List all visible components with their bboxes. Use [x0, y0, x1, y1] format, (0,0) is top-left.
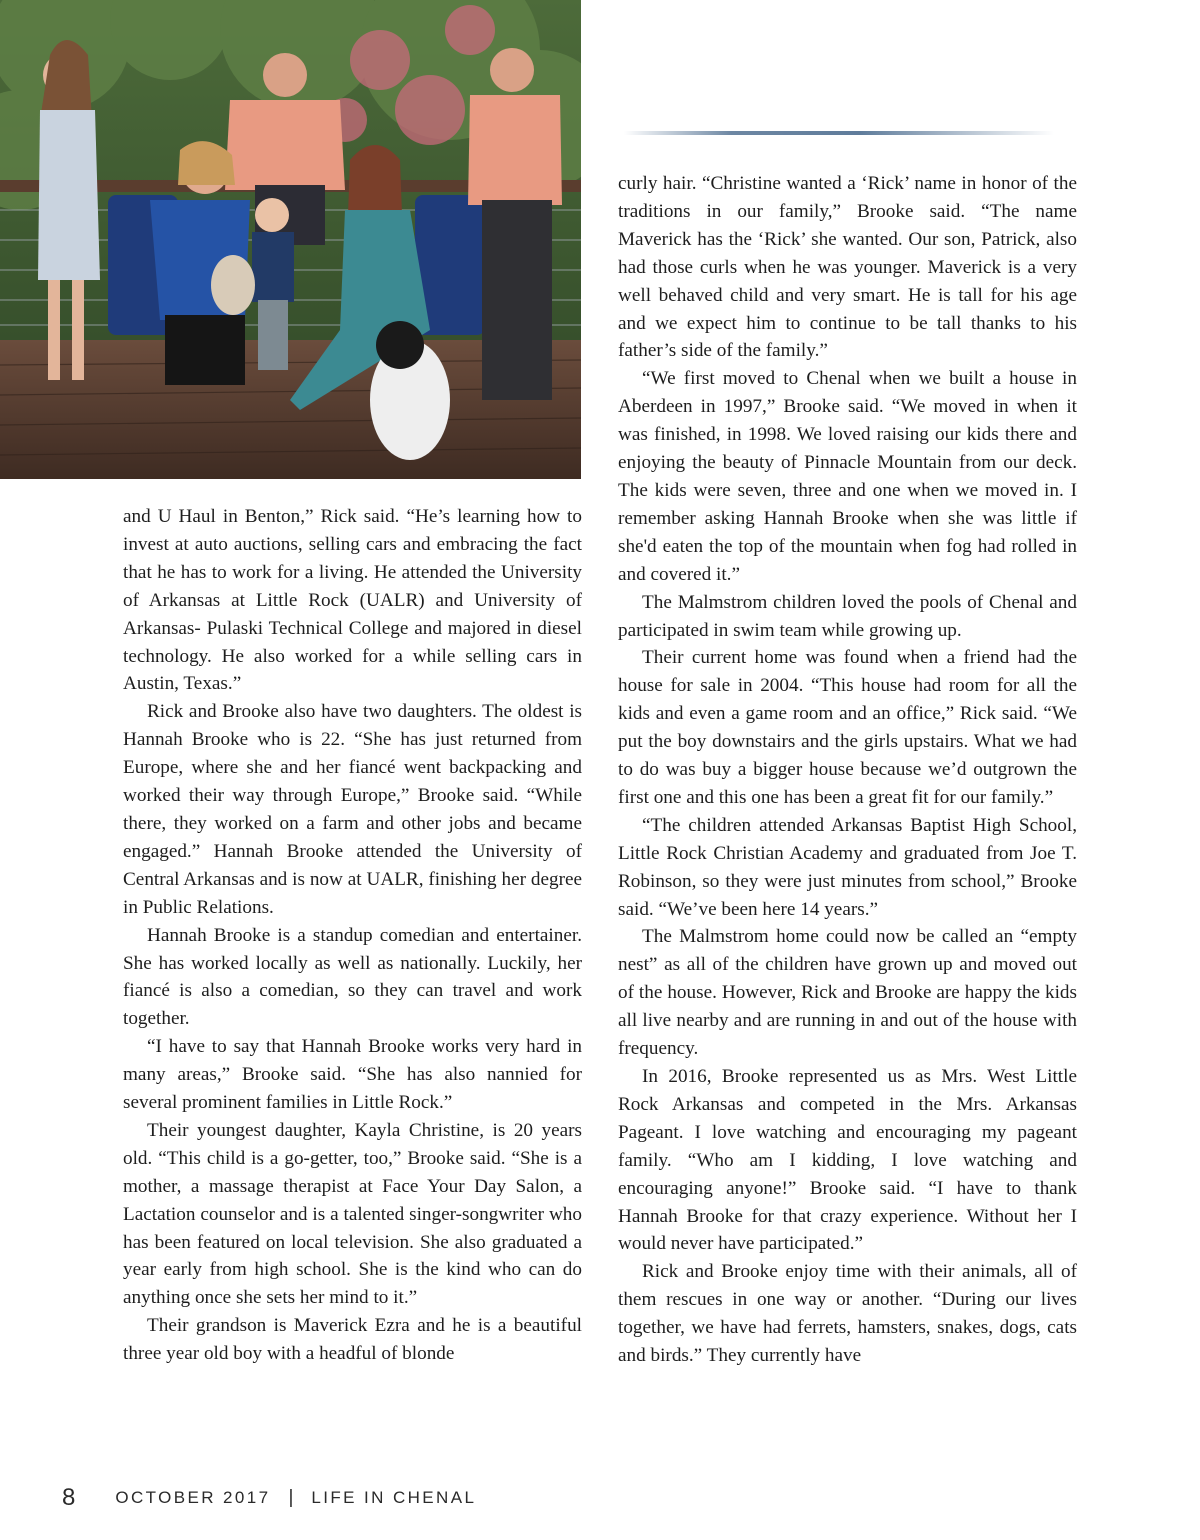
paragraph: Rick and Brooke enjoy time with their animals, all of them rescues in one way or another. “During our lives together, we have had ferrets, hamsters, snakes, dogs, cats and birds.” They currently have [618, 1261, 1077, 1367]
article-column-left [123, 503, 582, 1368]
family-portrait-photo [0, 0, 581, 479]
paragraph: curly hair. “Christine wanted a ‘Rick’ name in honor of the traditions in our family,” Brooke said. “The name Maverick has the ‘Rick’ she wanted. Our son, Patrick, also had those curls when he was younger. Maverick is a very well behaved child and very smart. He is tall for his age and we expect him to continue to be tall thanks to his father’s side of the family.” [618, 173, 1077, 362]
paragraph: “I have to say that Hannah Brooke works very hard in many areas,” Brooke said. “She has also nannied for several prominent families in Little Rock.” [123, 1036, 582, 1114]
paragraph: In 2016, Brooke represented us as Mrs. West Little Rock Arkansas and competed in the Mrs. Arkansas Pageant. I love watching and encouraging my pageant family. “Who am I kidding, I love watching and encouraging anyone!” Brooke said. “I have to thank Hannah Brooke for that crazy experience. Without her I would never have participated.” [618, 1066, 1077, 1255]
decorative-rule [624, 131, 1054, 135]
article-column-right [618, 170, 1077, 1370]
paragraph: Hannah Brooke is a standup comedian and entertainer. She has worked locally as well as nationally. Luckily, her fiancé is also a comedian, so they can travel and work together. [123, 924, 582, 1030]
paragraph: Their current home was found when a friend had the house for sale in 2004. “This house had room for all the kids and even a game room and an office,” Rick said. “We put the boy downstairs and the girls upstairs. What we had to do was buy a bigger house because we’d outgrown the first one and this one has been a great fit for our family.” [618, 647, 1077, 808]
paragraph: Their grandson is Maverick Ezra and he is a beautiful three year old boy with a headful of blonde [123, 1315, 582, 1365]
paragraph: Their youngest daughter, Kayla Christine, is 20 years old. “This child is a go-getter, too,” Brooke said. “She is a mother, a massage therapist at Face Your Day Salon, a Lactation counselor and is a talented singer-songwriter who has been featured on local television. She also graduated a year early from high school. She is the kind who can do anything once she sets her mind to it.” [123, 1119, 582, 1309]
dog-small [211, 255, 255, 315]
magazine-name: LIFE IN CHENAL [311, 1488, 477, 1507]
paragraph: “The children attended Arkansas Baptist High School, Little Rock Christian Academy and graduated from Joe T. Robinson, so they were just minutes from school,” Brooke said. “We’ve been here 14 years.” [618, 814, 1077, 920]
person-son [468, 48, 562, 400]
paragraph: and U Haul in Benton,” Rick said. “He’s learning how to invest at auto auctions, selling cars and embracing the fact that he has to work for a living. He attended the University of Arkansas at Little Rock (UALR) and University of Arkansas- Pulaski Technical College and majored in diesel technology. He also worked for a while selling cars in Austin, Texas.” [123, 506, 582, 695]
paragraph: “We first moved to Chenal when we built a house in Aberdeen in 1997,” Brooke said. “We moved in when it was finished, in 1998. We loved raising our kids there and enjoying the beauty of Pinnacle Mountain from our deck. The kids were seven, three and one when we moved in. I remember asking Hannah Brooke when she was little if she'd eaten the top of the mountain when fog had rolled in and covered it.” [618, 368, 1077, 585]
page-number: 8 [62, 1484, 76, 1511]
paragraph: The Malmstrom children loved the pools of Chenal and participated in swim team while growing up. [618, 591, 1077, 641]
issue-date: OCTOBER 2017 [115, 1488, 271, 1507]
paragraph: Rick and Brooke also have two daughters. The oldest is Hannah Brooke who is 22. “She has just returned from Europe, where she and her fiancé went backpacking and worked their way through Europe,” Brooke said. “While there, they worked on a farm and other jobs and became engaged.” Hannah Brooke attended the University of Central Arkansas and is now at UALR, finishing her degree in Public Relations. [123, 701, 582, 918]
footer-separator: | [288, 1487, 294, 1508]
paragraph: The Malmstrom home could now be called an “empty nest” as all of the children have grown up and moved out of the house. However, Rick and Brooke are happy the kids all live nearby and are running in and out of the house with frequency. [618, 926, 1077, 1060]
page-footer [62, 1483, 476, 1513]
